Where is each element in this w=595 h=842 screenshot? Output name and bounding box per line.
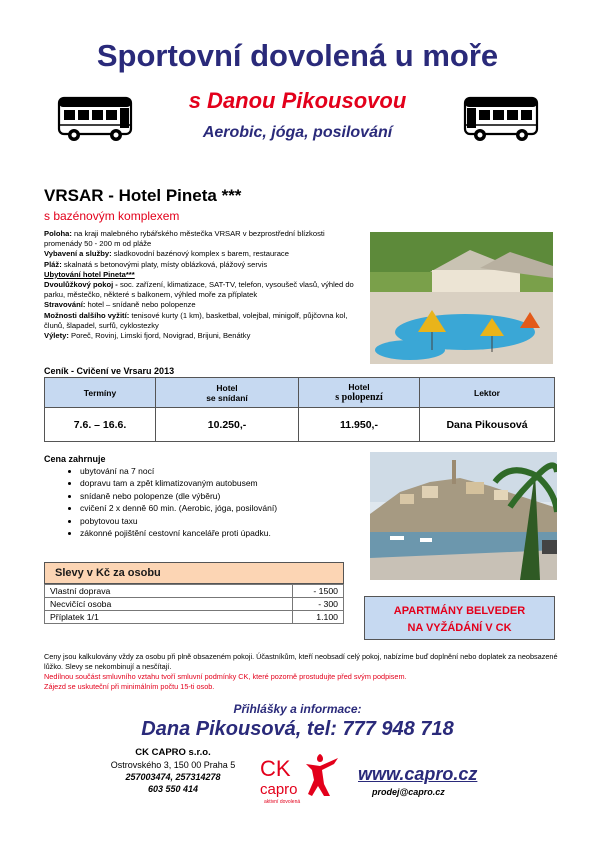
hotel-details (44, 229, 362, 341)
col-header-halfboard: Hotel s polopenzí (299, 378, 420, 408)
discount-label: Necvičící osoba (45, 598, 293, 611)
bus-icon-right (462, 92, 540, 144)
detail-trips: Výlety: Poreč, Rovinj, Limski fjord, Novigrad, Brijuni, Benátky (44, 331, 251, 341)
apartments-banner (364, 596, 555, 640)
website-link[interactable]: www.capro.cz (358, 764, 478, 784)
agency-phones: 257003474, 257314278 (125, 772, 221, 782)
col-header-dates: Termíny (45, 378, 156, 408)
capro-logo (258, 750, 348, 810)
detail-activities: Možnosti dalšího vyžití: tenisové kurty (1 km), basketbal, volejbal, minigolf, půjčovna kol, člunů, šlapadel, surfů, cyklostezky (44, 310, 348, 330)
detail-amenities: Vybavení a služby: sladkovodní bazénový komplex s barem, restaurace (44, 249, 289, 259)
apartments-line2: NA VYŽÁDÁNÍ V CK (407, 622, 512, 634)
hotel-name: VRSAR - Hotel Pineta *** (44, 186, 242, 205)
col-header-breakfast: Hotel se snídaní (156, 378, 299, 408)
activities-subtitle: Aerobic, jóga, posilování (202, 124, 393, 141)
cell-breakfast-price: 10.250,- (156, 408, 299, 442)
discount-label: Příplatek 1/1 (45, 611, 293, 624)
harbour-photo (370, 452, 557, 580)
agency-info (93, 747, 253, 795)
contact-heading: Přihlášky a informace: (233, 702, 362, 716)
contact-main: Dana Pikousová, tel: 777 948 718 (141, 718, 454, 740)
note-minimum: Zájezd se uskuteční při minimálním počtu 15-ti osob. (44, 682, 215, 691)
terms-notes (44, 652, 559, 692)
discount-value: - 300 (293, 598, 344, 611)
discount-value: 1.100 (293, 611, 344, 624)
detail-accommodation: Ubytování hotel Pineta*** (44, 269, 135, 279)
list-item: • zákonné pojištění cestovní kanceláře proti úpadku. (80, 527, 370, 539)
discounts-title: Slevy v Kč za osobu (44, 562, 344, 584)
instructor-subtitle: s Danou Pikousovou (188, 88, 407, 113)
list-item: • snídaně nebo polopenze (dle výběru) (80, 490, 370, 502)
logo-tag: aktivní dovolená (264, 799, 301, 805)
cell-dates: 7.6. – 16.6. (45, 408, 156, 442)
list-item: • ubytování na 7 nocí (80, 465, 370, 477)
detail-beach: Pláž: skalnatá s betonovými platy, místy oblázková, plážový servis (44, 259, 268, 269)
apartments-line1: APARTMÁNY BELVEDER (393, 605, 526, 617)
bus-icon-left (56, 92, 134, 144)
agency-address: Ostrovského 3, 150 00 Praha 5 (110, 760, 236, 770)
cell-lecturer: Dana Pikousová (420, 408, 555, 442)
table-row (45, 408, 555, 442)
discounts-table (44, 584, 344, 624)
included-title: Cena zahrnuje (44, 454, 106, 464)
list-item: • cvičení 2 x denně 60 min. (Aerobic, jóga, posilování) (80, 502, 370, 514)
agency-mobile: 603 550 414 (147, 784, 199, 794)
hotel-subtitle: s bazénovým komplexem (44, 209, 180, 223)
col-header-lecturer: Lektor (420, 378, 555, 408)
hotel-pool-photo (370, 232, 553, 364)
detail-location: Poloha: na kraji malebného rybářského městečka VRSAR v bezprostřední blízkosti promenády 50 - 200 m od pláže (44, 229, 325, 249)
list-item: • pobytovou taxu (80, 515, 370, 527)
discount-label: Vlastní doprava (45, 585, 293, 598)
page-title: Sportovní dovolená u moře (96, 38, 499, 73)
pricing-table (44, 377, 555, 442)
agency-name: CK CAPRO s.r.o. (135, 747, 211, 758)
cell-halfboard-price: 11.950,- (299, 408, 420, 442)
discounts-box (44, 562, 344, 624)
detail-meals: Stravování: hotel – snídaně nebo polopenze (44, 300, 196, 310)
table-row (45, 585, 344, 598)
logo-brand: capro (260, 781, 298, 798)
detail-room: Dvoulůžkový pokoj - soc. zařízení, klimatizace, SAT-TV, telefon, vysoušeč vlasů, výhled do parku, městečko, některé s balkonem, výhled moře za příplatek (44, 280, 354, 300)
table-row (45, 598, 344, 611)
pricing-title: Ceník - Cvičení ve Vrsaru 2013 (44, 366, 175, 376)
table-row (45, 611, 344, 624)
email-link[interactable]: prodej@capro.cz (372, 787, 445, 797)
included-list (62, 465, 370, 539)
note-conditions: Nedílnou součást smluvního vztahu tvoří smluvní podmínky CK, které pozorně prostudujte před svým podpisem. (44, 672, 407, 681)
list-item: • dopravu tam a zpět klimatizovaným autobusem (80, 477, 370, 489)
note-pricing: Ceny jsou kalkulovány vždy za osobu při plně obsazeném pokoji. Účastníkům, kteří neobsadí celý pokoj, nabízíme buď doplnění nebo doplatek za neobsazené lůžko. Slevy se nekombinují a nesčítají. (44, 652, 558, 671)
logo-ck: CK (260, 756, 291, 781)
discount-value: - 1500 (293, 585, 344, 598)
